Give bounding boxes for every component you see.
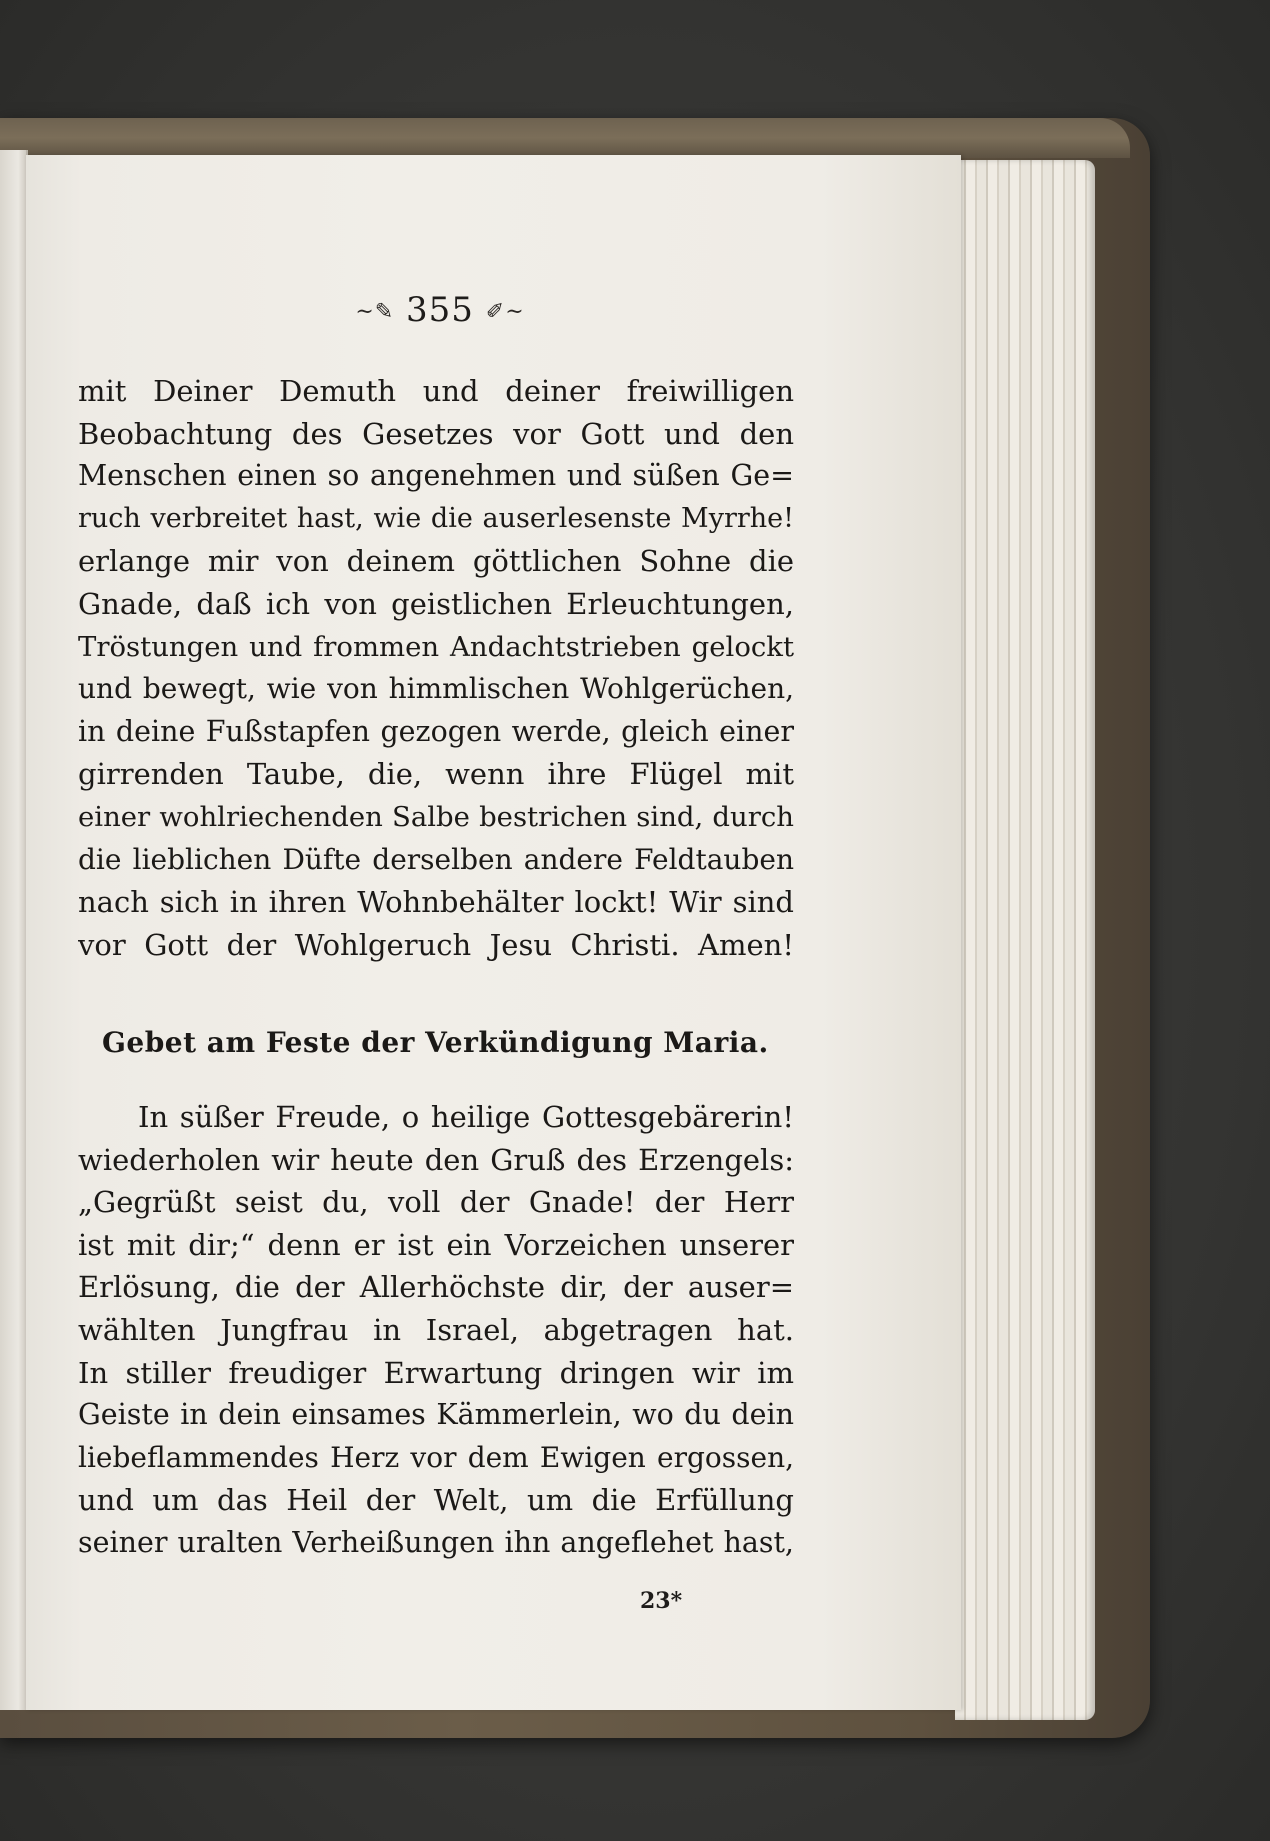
text-line: mit Deiner Demuth und deiner freiwilligen	[78, 374, 794, 408]
previous-page-edge	[0, 150, 28, 1710]
ornament-right: ✐~	[485, 299, 525, 325]
text-line: liebeflammendes Herz vor dem Ewigen ergossen,	[78, 1440, 794, 1474]
text-line: In süßer Freude, o heilige Gottesgebärerin!	[138, 1100, 794, 1134]
book-cover-top-edge	[0, 118, 1130, 158]
ornament-left: ~✎	[355, 299, 395, 325]
text-line: wiederholen wir heute den Gruß des Erzengels:	[78, 1142, 794, 1177]
text-line: erlange mir von deinem göttlichen Sohne die	[78, 544, 794, 579]
text-line: die lieblichen Düfte derselben andere Feldtauben	[78, 842, 794, 876]
text-line: ist mit dir;“ denn er ist ein Vorzeichen unserer	[78, 1227, 794, 1262]
text-line: Gnade, daß ich von geistlichen Erleuchtungen,	[78, 586, 794, 621]
page-number: 355	[406, 290, 474, 330]
text-line: und um das Heil der Welt, um die Erfüllung	[78, 1483, 794, 1518]
text-line: nach sich in ihren Wohnbehälter lockt! Wir sind	[78, 885, 794, 920]
text-line: seiner uralten Verheißungen ihn angeflehet hast,	[78, 1525, 794, 1559]
text-line: in deine Fußstapfen gezogen werde, gleich einer	[78, 714, 794, 748]
text-line: girrenden Taube, die, wenn ihre Flügel mit	[78, 757, 794, 792]
text-line: Beobachtung des Gesetzes vor Gott und den	[78, 416, 794, 451]
text-line: Geiste in dein einsames Kämmerlein, wo du dein	[78, 1398, 794, 1432]
text-line: einer wohlriechenden Salbe bestrichen sind, durch	[78, 800, 794, 833]
page-header	[320, 290, 560, 330]
text-line: und bewegt, wie von himmlischen Wohlgerüchen,	[78, 672, 794, 706]
page-edges	[955, 160, 1095, 1720]
paragraph-1	[78, 370, 794, 966]
paragraph-2	[78, 1096, 794, 1565]
text-line: Erlösung, die der Allerhöchste dir, der auser=	[78, 1270, 794, 1305]
text-line: „Gegrüßt seist du, voll der Gnade! der Herr	[78, 1185, 794, 1220]
text-line: vor Gott der Wohlgeruch Jesu Christi. Amen!	[78, 927, 794, 962]
text-line: In stiller freudiger Erwartung dringen wir im	[78, 1355, 794, 1390]
section-heading: Gebet am Feste der Verkündigung Maria.	[102, 1026, 769, 1059]
text-line: Menschen einen so angenehmen und süßen Ge=	[78, 459, 794, 493]
text-line: ruch verbreitet hast, wie die auserlesenste Myrrhe!	[78, 502, 794, 534]
signature-mark: 23*	[640, 1588, 683, 1614]
text-line: wählten Jungfrau in Israel, abgetragen hat.	[78, 1312, 794, 1347]
text-line: Tröstungen und frommen Andachtstrieben gelockt	[78, 630, 794, 663]
